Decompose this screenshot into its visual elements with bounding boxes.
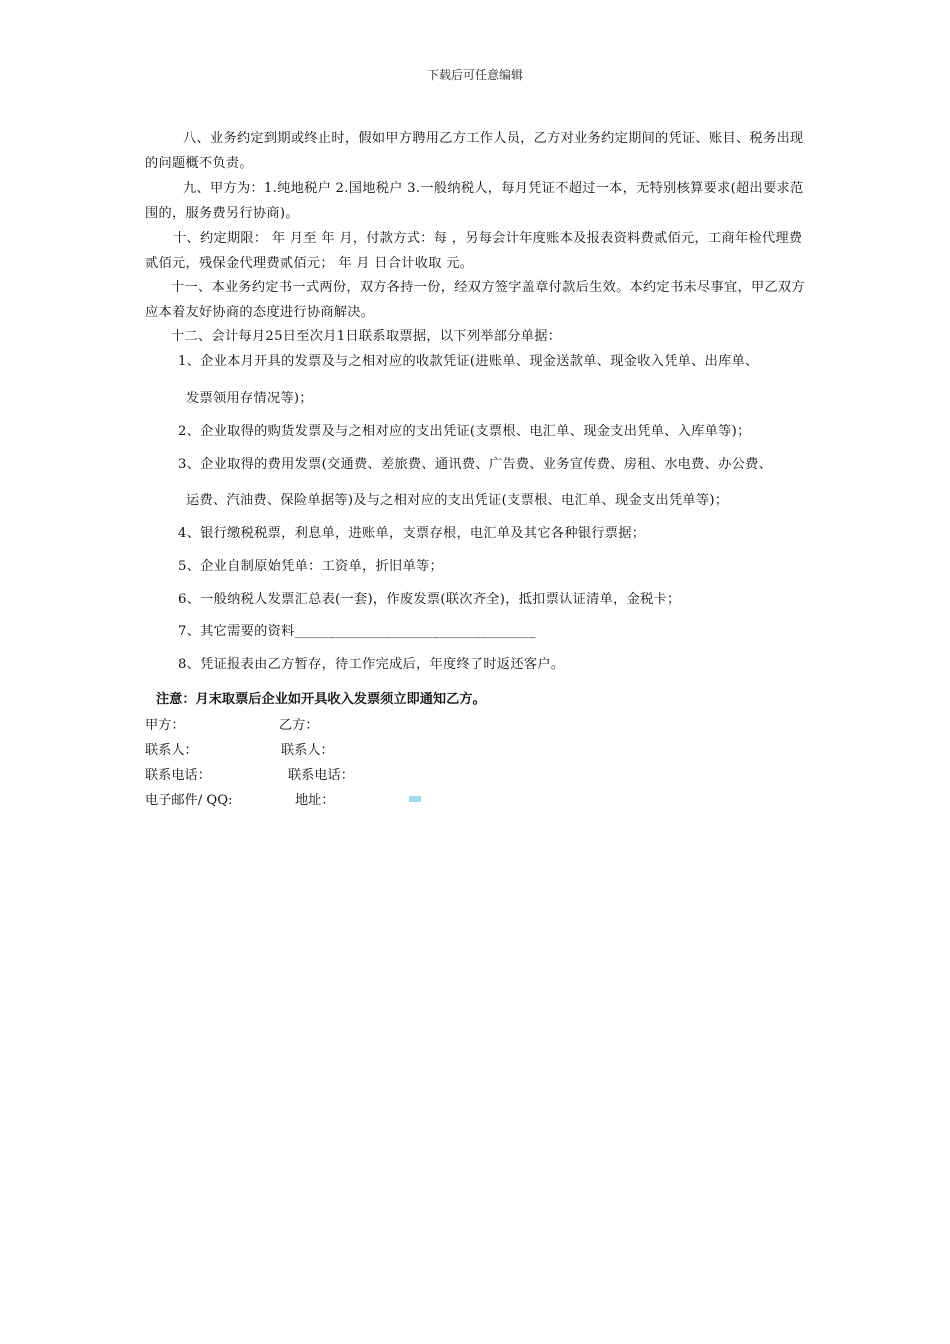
page-header: 下载后可任意编辑 bbox=[426, 68, 523, 82]
party-a-label: 甲方： bbox=[145, 718, 185, 733]
phone-a-label: 联系电话： bbox=[145, 768, 211, 783]
item-3-line-2: 运费、汽油费、保险单据等)及与之相对应的支出凭证(支票根、电汇单、现金支出凭单等)； bbox=[186, 493, 729, 508]
party-b-label: 乙方： bbox=[279, 718, 319, 733]
notice: 注意：月末取票后企业如开具收入发票须立即通知乙方。 bbox=[156, 692, 486, 707]
clause-12: 十二、会计每月25日至次月1日联系取票据，以下列举部分单据： bbox=[171, 329, 562, 344]
clause-10: 十、约定期限： 年 月至 年 月，付款方式：每 ，另每会计年度账本及报表资料费贰佰元，工商年检代理费贰佰元，残保金代理费贰佰元； 年 月 日合计收取 元。 bbox=[145, 231, 803, 271]
address-b-label: 地址： bbox=[295, 793, 335, 808]
item-8: 8、凭证报表由乙方暂存，待工作完成后，年度终了时返还客户。 bbox=[178, 657, 565, 672]
item-3-line-1: 3、企业取得的费用发票(交通费、差旅费、通讯费、广告费、业务宣传费、房租、水电费、办公费、 bbox=[178, 457, 773, 472]
highlight-mark bbox=[409, 796, 421, 802]
clause-11: 十一、本业务约定书一式两份，双方各持一份，经双方签字盖章付款后生效。本约定书未尽事宜，甲乙双方应本着友好协商的态度进行协商解决。 bbox=[145, 280, 805, 320]
item-7: 7、其它需要的资料___________________________________ bbox=[178, 624, 536, 639]
phone-b-label: 联系电话： bbox=[288, 768, 354, 783]
item-4: 4、银行缴税税票，利息单，进账单，支票存根，电汇单及其它各种银行票据； bbox=[178, 526, 646, 541]
item-2: 2、企业取得的购货发票及与之相对应的支出凭证(支票根、电汇单、现金支出凭单、入库单等)； bbox=[178, 424, 751, 439]
contact-b-label: 联系人： bbox=[281, 743, 334, 758]
item-1-line-2: 发票领用存情况等)； bbox=[186, 391, 313, 406]
clause-8: 八、业务约定到期或终止时，假如甲方聘用乙方工作人员，乙方对业务约定期间的凭证、账目、税务出现的问题概不负责。 bbox=[145, 131, 804, 171]
item-6: 6、一般纳税人发票汇总表(一套)，作废发票(联次齐全)，抵扣票认证清单，金税卡； bbox=[178, 592, 681, 607]
email-a-label: 电子邮件/ QQ: bbox=[145, 793, 233, 808]
item-5: 5、企业自制原始凭单：工资单，折旧单等； bbox=[178, 559, 443, 574]
item-1-line-1: 1、企业本月开具的发票及与之相对应的收款凭证(进账单、现金送款单、现金收入凭单、出库单、 bbox=[178, 354, 759, 369]
clause-9: 九、甲方为：1.纯地税户 2.国地税户 3.一般纳税人，每月凭证不超过一本，无特别核算要求(超出要求范围的，服务费另行协商)。 bbox=[145, 181, 804, 221]
contact-a-label: 联系人： bbox=[145, 743, 198, 758]
